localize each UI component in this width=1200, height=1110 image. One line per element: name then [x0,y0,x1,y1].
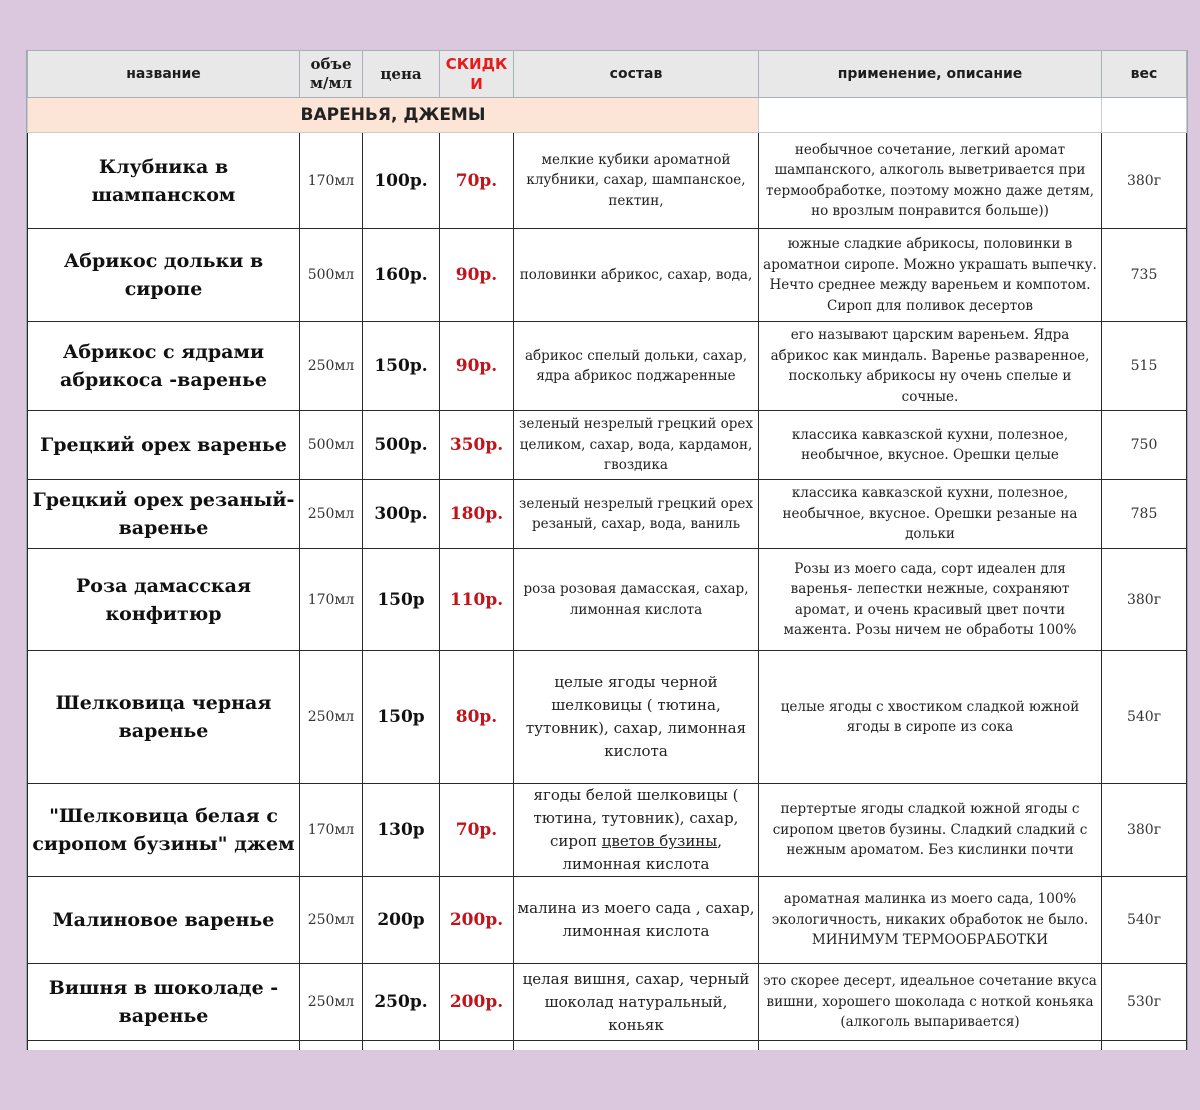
product-price[interactable]: 150р [363,549,440,651]
product-price[interactable]: 160р. [363,229,440,322]
table-cell[interactable] [363,1041,440,1051]
product-discount[interactable]: 90р. [440,229,514,322]
product-name[interactable]: Малиновое варенье [28,877,300,964]
table-row [28,133,1187,229]
product-discount[interactable]: 70р. [440,784,514,877]
product-weight[interactable]: 380г [1102,133,1187,229]
product-description[interactable]: целые ягоды с хвостиком сладкой южной ягоды в сиропе из сока [759,651,1102,784]
composition-text: ягоды белой шелковицы ( тютина, тутовник), сахар, сироп [533,786,739,850]
composition-text: , лимонная кислота [562,832,723,873]
section-title[interactable]: ВАРЕНЬЯ, ДЖЕМЫ [28,98,759,133]
product-volume[interactable]: 170мл [300,549,363,651]
product-discount[interactable]: 180р. [440,480,514,549]
product-discount[interactable]: 70р. [440,133,514,229]
product-name[interactable]: Грецкий орех резаный-варенье [28,480,300,549]
product-volume[interactable]: 250мл [300,651,363,784]
table-row [28,964,1187,1041]
product-composition[interactable] [514,784,759,877]
product-name[interactable]: Роза дамасская конфитюр [28,549,300,651]
table-row [28,322,1187,411]
product-composition[interactable]: мелкие кубики ароматной клубники, сахар, шампанское, пектин, [514,133,759,229]
product-discount[interactable]: 90р. [440,322,514,411]
table-row [28,1041,1187,1051]
table-cell[interactable] [1102,98,1187,133]
table-cell[interactable] [759,1041,1102,1051]
table-row [28,651,1187,784]
product-weight[interactable]: 750 [1102,411,1187,480]
product-volume[interactable]: 170мл [300,133,363,229]
product-price[interactable]: 130р [363,784,440,877]
table-row [28,549,1187,651]
product-name[interactable]: Шелковица черная варенье [28,651,300,784]
product-name[interactable]: Абрикос дольки в сиропе [28,229,300,322]
header-composition[interactable]: состав [514,51,759,98]
product-weight[interactable]: 540г [1102,651,1187,784]
table-cell[interactable] [28,1041,300,1051]
product-composition[interactable]: роза розовая дамасская, сахар, лимонная кислота [514,549,759,651]
product-composition[interactable]: половинки абрикос, сахар, вода, [514,229,759,322]
product-weight[interactable]: 380г [1102,784,1187,877]
product-volume[interactable]: 250мл [300,322,363,411]
table-row [28,480,1187,549]
header-volume[interactable]: объе м/мл [300,51,363,98]
product-description[interactable]: классика кавказской кухни, полезное, необычное, вкусное. Орешки резаные на дольки [759,480,1102,549]
product-price[interactable]: 150р [363,651,440,784]
product-name[interactable]: Абрикос с ядрами абрикоса -варенье [28,322,300,411]
product-volume[interactable]: 170мл [300,784,363,877]
table-row [28,411,1187,480]
product-description[interactable]: пертертые ягоды сладкой южной ягоды с сиропом цветов бузины. Сладкий сладкий с нежным ароматом. Без кислинки почти [759,784,1102,877]
product-price[interactable]: 300р. [363,480,440,549]
product-composition[interactable]: малина из моего сада , сахар, лимонная кислота [514,877,759,964]
product-composition[interactable]: абрикос спелый дольки, сахар, ядра абрикос поджаренные [514,322,759,411]
product-name[interactable]: "Шелковица белая с сиропом бузины" джем [28,784,300,877]
table-cell[interactable] [440,1041,514,1051]
table-cell[interactable] [300,1041,363,1051]
product-weight[interactable]: 380г [1102,549,1187,651]
product-price[interactable]: 250р. [363,964,440,1041]
product-composition[interactable]: целая вишня, сахар, черный шоколад натуральный, коньяк [514,964,759,1041]
header-discount[interactable]: СКИДК И [440,51,514,98]
product-description[interactable]: южные сладкие абрикосы, половинки в ароматнои сиропе. Можно украшать выпечку. Нечто среднее между вареньем и компотом. Сироп для поливок десертов [759,229,1102,322]
product-weight[interactable]: 540г [1102,877,1187,964]
product-weight[interactable]: 785 [1102,480,1187,549]
product-volume[interactable]: 500мл [300,411,363,480]
product-weight[interactable]: 515 [1102,322,1187,411]
product-price[interactable]: 500р. [363,411,440,480]
product-volume[interactable]: 250мл [300,964,363,1041]
product-volume[interactable]: 250мл [300,877,363,964]
product-price[interactable]: 150р. [363,322,440,411]
section-row [28,98,1187,133]
table-cell[interactable] [1102,1041,1187,1051]
product-discount[interactable]: 80р. [440,651,514,784]
product-discount[interactable]: 200р. [440,964,514,1041]
table-row [28,877,1187,964]
product-composition[interactable]: зеленый незрелый грецкий орех резаный, сахар, вода, ваниль [514,480,759,549]
table-cell[interactable] [759,98,1102,133]
product-volume[interactable]: 500мл [300,229,363,322]
table-row [28,784,1187,877]
product-description[interactable]: классика кавказской кухни, полезное, необычное, вкусное. Орешки целые [759,411,1102,480]
composition-link[interactable]: цветов бузины [601,832,718,850]
table-row [28,229,1187,322]
spreadsheet [26,50,1188,1050]
price-table [27,50,1187,1050]
product-weight[interactable]: 735 [1102,229,1187,322]
product-description[interactable]: Розы из моего сада, сорт идеален для варенья- лепестки нежные, сохраняют аромат, и очень красивый цвет почти мажента. Розы ничем не обработы 100% [759,549,1102,651]
header-price[interactable]: цена [363,51,440,98]
product-description[interactable]: необычное сочетание, легкий аромат шампанского, алкоголь выветривается при термообработке, поэтому можно даже детям, но врозлым понравится больше)) [759,133,1102,229]
product-price[interactable]: 200р [363,877,440,964]
product-weight[interactable]: 530г [1102,964,1187,1041]
product-discount[interactable]: 200р. [440,877,514,964]
product-name[interactable]: Клубника в шампанском [28,133,300,229]
product-composition[interactable]: зеленый незрелый грецкий орех целиком, сахар, вода, кардамон, гвоздика [514,411,759,480]
header-description[interactable]: применение, описание [759,51,1102,98]
product-composition[interactable]: целые ягоды черной шелковицы ( тютина, тутовник), сахар, лимонная кислота [514,651,759,784]
product-discount[interactable]: 110р. [440,549,514,651]
product-price[interactable]: 100р. [363,133,440,229]
table-cell[interactable] [514,1041,759,1051]
product-description[interactable]: ароматная малинка из моего сада, 100% экологичность, никаких обработок не было. МИНИМУМ ТЕРМООБРАБОТКИ [759,877,1102,964]
product-description[interactable]: его называют царским вареньем. Ядра абрикос как миндаль. Варенье разваренное, поскольку абрикосы ну очень спелые и сочные. [759,322,1102,411]
product-discount[interactable]: 350р. [440,411,514,480]
product-description[interactable]: это скорее десерт, идеальное сочетание вкуса вишни, хорошего шоколада с ноткой коньяка (алкоголь выпаривается) [759,964,1102,1041]
product-name[interactable]: Грецкий орех варенье [28,411,300,480]
header-row [28,51,1187,98]
product-volume[interactable]: 250мл [300,480,363,549]
header-name[interactable]: название [28,51,300,98]
header-weight[interactable]: вес [1102,51,1187,98]
product-name[interactable]: Вишня в шоколаде - варенье [28,964,300,1041]
